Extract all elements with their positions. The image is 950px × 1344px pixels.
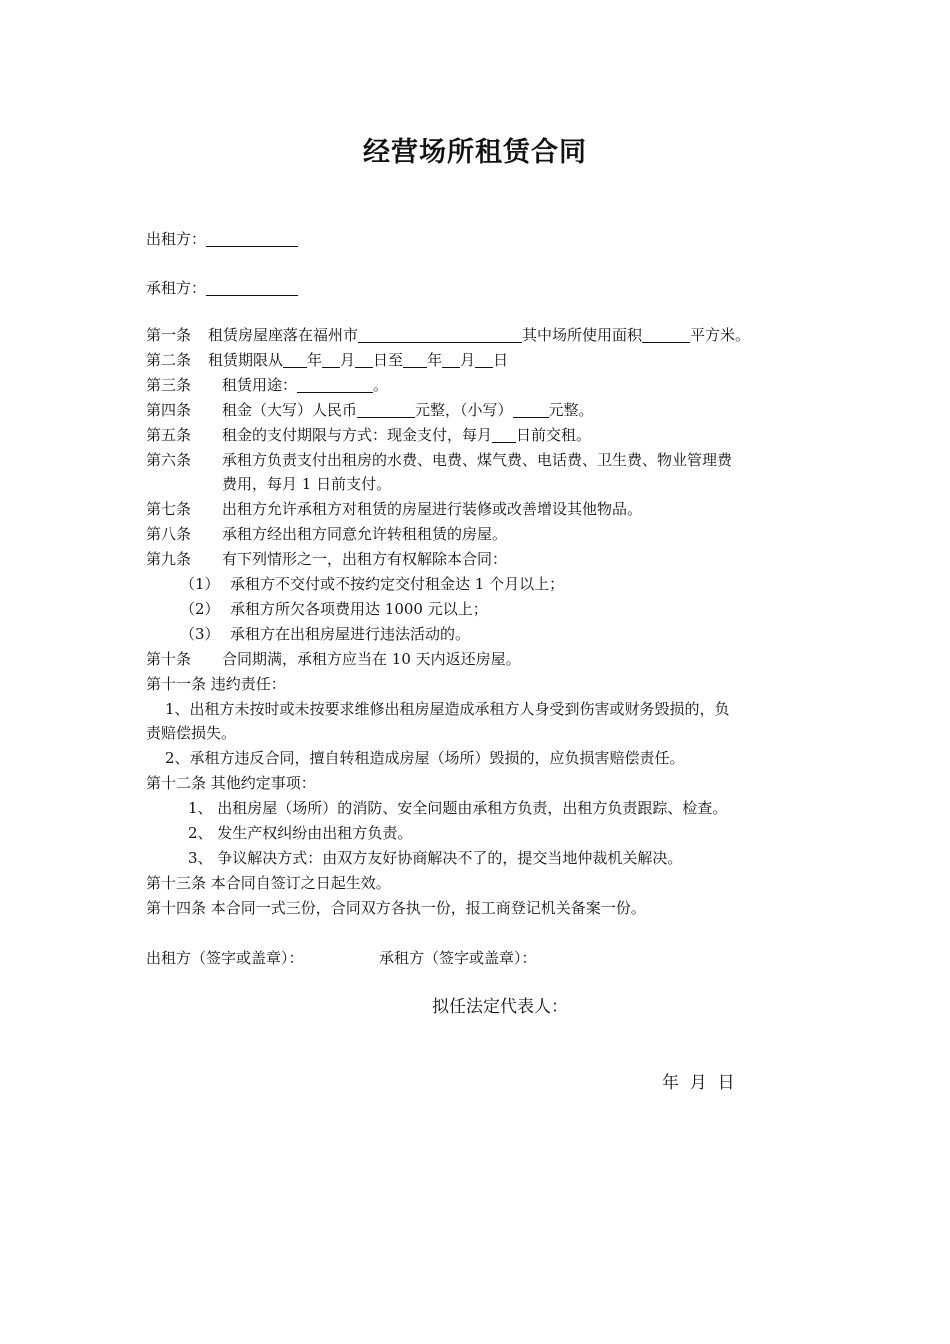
list-item (180, 572, 564, 596)
day-blank (355, 351, 373, 368)
article-11-p2: 2、承租方违反合同，擅自转租造成房屋（场所）毁损的，应负损害赔偿责任。 (165, 749, 685, 767)
article-text: 平方米。 (690, 326, 751, 344)
lessee-label: 承租方： (146, 279, 207, 297)
sign-date: 年 月 日 (662, 1073, 735, 1093)
article-text: 费用，每月 1 日前支付。 (222, 475, 392, 493)
article-text: 元整。 (548, 401, 594, 419)
list-item: 3、 争议解决方式：由双方友好协商解决不了的，提交当地仲裁机关解决。 (188, 849, 683, 867)
article-number: 第三条 (146, 376, 192, 394)
year-blank (283, 351, 307, 368)
article-text: 租赁房屋座落在福州市 (208, 326, 359, 344)
list-item (180, 622, 470, 646)
lessee-line (146, 276, 298, 300)
article-1 (146, 323, 750, 347)
lessee-blank (206, 279, 298, 296)
article-6 (146, 448, 732, 472)
article-number: 第四条 (146, 401, 192, 419)
address-blank (358, 326, 522, 343)
article-text: 年 (307, 351, 323, 369)
article-text: 日 (493, 351, 509, 369)
article-number: 第六条 (146, 451, 192, 469)
article-7 (146, 497, 642, 521)
lessor-blank (206, 230, 298, 247)
article-6-cont (146, 472, 391, 496)
article-11-p1: 1、出租方未按时或未按要求维修出租房屋造成承租方人身受到伤害或财务毁损的，负 (165, 700, 730, 718)
article-11-head: 第十一条 违约责任： (146, 675, 286, 693)
article-11-p1-cont: 责赔偿损失。 (146, 724, 237, 742)
article-text: 承租方负责支付出租房的水费、电费、煤气费、电话费、卫生费、物业管理费 (222, 451, 733, 469)
article-text: 租金（大写）人民币 (222, 401, 358, 419)
pay-day-blank (492, 426, 516, 443)
item-number: （1） (180, 575, 220, 593)
signature-lessee: 承租方（签字或盖章）： (379, 949, 537, 967)
article-text: 月 (460, 351, 476, 369)
article-8 (146, 522, 507, 546)
list-item (180, 597, 488, 621)
article-text: 租赁用途： (222, 376, 298, 394)
article-text: 日前交租。 (516, 426, 592, 444)
article-text: 承租方经出租方同意允许转租租赁的房屋。 (222, 525, 508, 543)
list-item: 2、 发生产权纠纷由出租方负责。 (188, 824, 413, 842)
article-text: 有下列情形之一，出租方有权解除本合同： (222, 550, 508, 568)
legal-representative: 拟任法定代表人： (432, 997, 568, 1017)
rent-number-blank (513, 401, 549, 418)
article-12-head: 第十二条 其他约定事项： (146, 774, 316, 792)
article-text: 出租方允许承租方对租赁的房屋进行装修或改善增设其他物品。 (222, 500, 643, 518)
article-text: 租金的支付期限与方式：现金支付，每月 (222, 426, 493, 444)
lessor-line (146, 227, 298, 251)
month-blank (322, 351, 340, 368)
article-text: 。 (373, 376, 389, 394)
day-blank (475, 351, 493, 368)
article-3 (146, 373, 388, 397)
article-number: 第二条 (146, 351, 192, 369)
article-number: 第七条 (146, 500, 192, 518)
signature-lessor: 出租方（签字或盖章）： (146, 949, 304, 967)
article-number: 第八条 (146, 525, 192, 543)
article-text: 合同期满，承租方应当在 10 天内返还房屋。 (222, 650, 521, 668)
document-title: 经营场所租赁合同 (363, 137, 587, 168)
article-number: 第十条 (146, 650, 192, 668)
article-14: 第十四条 本合同一式三份，合同双方各执一份，报工商登记机关备案一份。 (146, 899, 646, 917)
article-number: 第九条 (146, 550, 192, 568)
article-text: 年 (427, 351, 443, 369)
item-text: 承租方不交付或不按约定交付租金达 1 个月以上； (230, 575, 565, 593)
year-blank (403, 351, 427, 368)
article-text: 元整，（小写） (415, 401, 513, 419)
article-9 (146, 547, 507, 571)
article-number: 第一条 (146, 326, 192, 344)
lessor-label: 出租方： (146, 230, 207, 248)
month-blank (442, 351, 460, 368)
item-number: （3） (180, 625, 220, 643)
area-blank (642, 326, 690, 343)
article-text: 其中场所使用面积 (522, 326, 643, 344)
item-text: 承租方所欠各项费用达 1000 元以上； (230, 600, 488, 618)
article-number: 第五条 (146, 426, 192, 444)
article-text: 日至 (373, 351, 404, 369)
article-5 (146, 423, 591, 447)
article-text: 月 (340, 351, 356, 369)
article-10 (146, 647, 521, 671)
article-text: 租赁期限从 (208, 351, 284, 369)
article-13: 第十三条 本合同自签订之日起生效。 (146, 874, 391, 892)
article-2 (146, 348, 508, 372)
rent-words-blank (357, 401, 415, 418)
list-item: 1、 出租房屋（场所）的消防、安全问题由承租方负责，出租方负责跟踪、检查。 (188, 799, 728, 817)
purpose-blank (297, 376, 373, 393)
item-number: （2） (180, 600, 220, 618)
article-4 (146, 398, 594, 422)
item-text: 承租方在出租房屋进行违法活动的。 (230, 625, 471, 643)
